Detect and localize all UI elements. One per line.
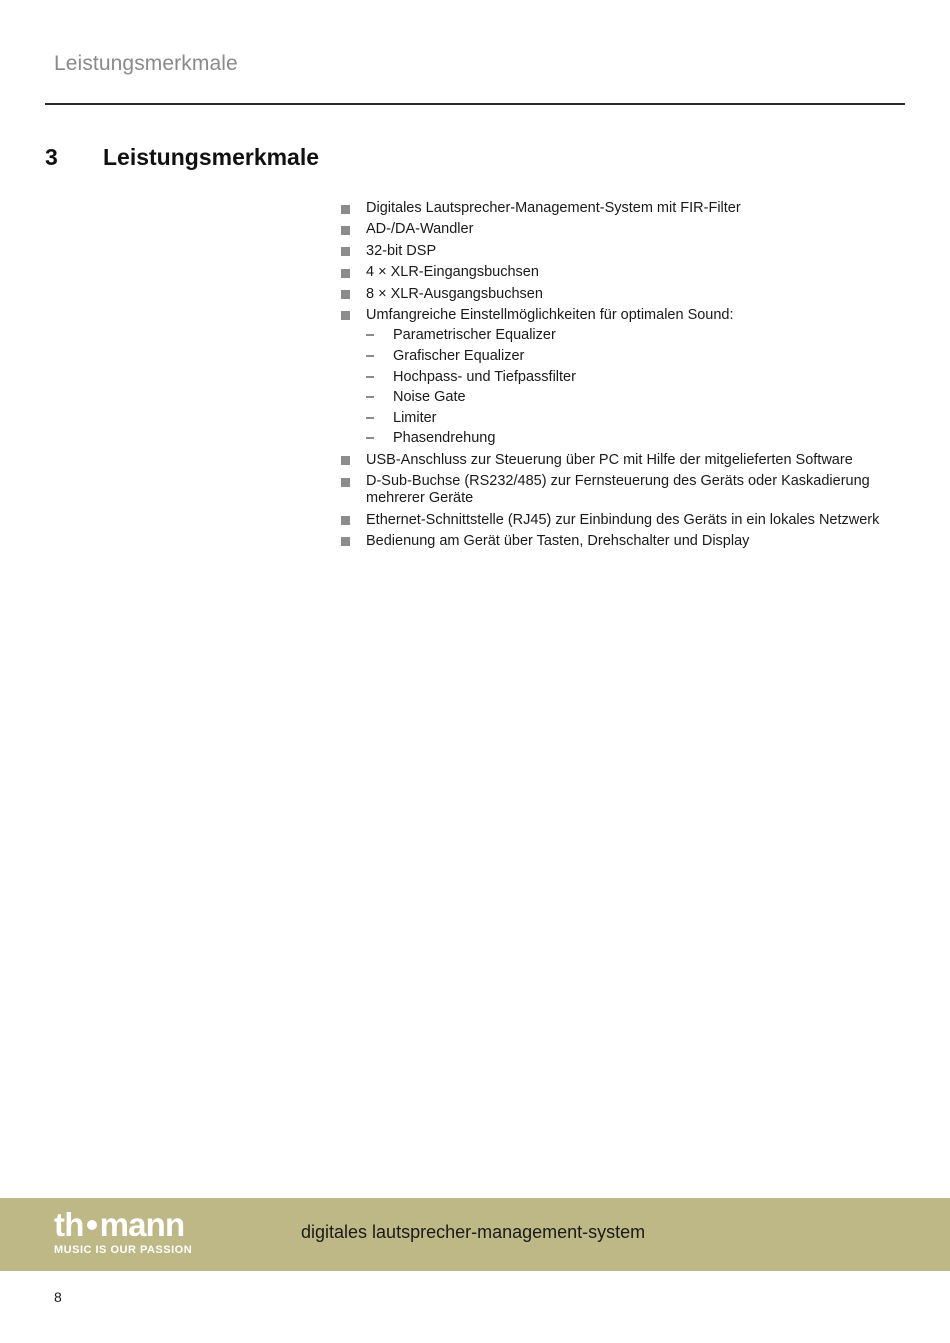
- feature-item: [340, 243, 900, 260]
- sound-settings-list: [366, 327, 900, 447]
- sub-item-text: Grafischer Equalizer: [393, 348, 525, 365]
- feature-text: USB-Anschluss zur Steuerung über PC mit Hilfe der mitgelieferten Software: [366, 451, 853, 468]
- feature-item: [340, 452, 900, 469]
- square-bullet-icon: [341, 226, 350, 235]
- feature-item: [340, 286, 900, 303]
- feature-text: 4 × XLR-Eingangsbuchsen: [366, 264, 539, 281]
- square-bullet-icon: [341, 537, 350, 546]
- dash-marker: –: [366, 389, 375, 406]
- header-divider: [45, 103, 905, 105]
- square-bullet-icon: [341, 456, 350, 465]
- logo-tagline: MUSIC IS OUR PASSION: [54, 1244, 193, 1256]
- feature-item: [340, 533, 900, 550]
- feature-list: [340, 200, 900, 554]
- feature-text: Digitales Lautsprecher-Management-System mit FIR-Filter: [366, 200, 741, 216]
- footer-band: [0, 1198, 950, 1271]
- dash-marker: –: [366, 348, 375, 365]
- feature-item: [340, 264, 900, 281]
- logo-wordmark: th mann: [54, 1206, 185, 1243]
- thomann-logo: [54, 1206, 214, 1260]
- footer-product-title: digitales lautsprecher-management-system: [301, 1222, 646, 1242]
- feature-item: [340, 200, 900, 217]
- feature-text: 32-bit DSP: [366, 242, 437, 259]
- feature-text: D-Sub-Buchse (RS232/485) zur Fernsteuerung des Geräts oder Kaskadierung mehrerer Geräte: [366, 473, 870, 507]
- feature-text: Ethernet-Schnittstelle (RJ45) zur Einbindung des Geräts in ein lokales Netzwerk: [366, 511, 880, 528]
- square-bullet-icon: [341, 478, 350, 487]
- sub-item-text: Hochpass- und Tiefpassfilter: [393, 368, 576, 385]
- dash-marker: –: [366, 368, 375, 385]
- chapter-number: 3: [45, 144, 58, 170]
- sub-list-item: [366, 327, 900, 344]
- feature-text: Bedienung am Gerät über Tasten, Drehschalter und Display: [366, 532, 750, 549]
- feature-text: AD-/DA-Wandler: [366, 221, 474, 238]
- dash-marker: –: [366, 430, 375, 447]
- feature-item: [340, 473, 900, 507]
- sub-item-text: Noise Gate: [393, 389, 466, 406]
- square-bullet-icon: [341, 290, 350, 299]
- chapter-title: Leistungsmerkmale: [103, 144, 320, 170]
- feature-item: [340, 221, 900, 238]
- feature-item: [340, 512, 900, 529]
- sub-item-text: Phasendrehung: [393, 430, 496, 447]
- page-number: 8: [54, 1289, 62, 1305]
- feature-text: 8 × XLR-Ausgangsbuchsen: [366, 285, 543, 302]
- square-bullet-icon: [341, 516, 350, 525]
- feature-item: [340, 307, 900, 447]
- sub-list-item: [366, 369, 900, 386]
- dash-marker: –: [366, 409, 375, 426]
- square-bullet-icon: [341, 205, 350, 214]
- sub-item-text: Parametrischer Equalizer: [393, 327, 556, 344]
- square-bullet-icon: [341, 311, 350, 320]
- square-bullet-icon: [341, 269, 350, 278]
- sub-list-item: [366, 430, 900, 447]
- feature-text: Umfangreiche Einstellmöglichkeiten für optimalen Sound:: [366, 306, 734, 323]
- square-bullet-icon: [341, 247, 350, 256]
- sub-list-item: [366, 389, 900, 406]
- sub-list-item: [366, 348, 900, 365]
- sub-item-text: Limiter: [393, 409, 437, 426]
- dash-marker: –: [366, 327, 375, 344]
- running-header: Leistungsmerkmale: [54, 52, 238, 75]
- logo-dot-icon: [87, 1220, 97, 1230]
- sub-list-item: [366, 410, 900, 427]
